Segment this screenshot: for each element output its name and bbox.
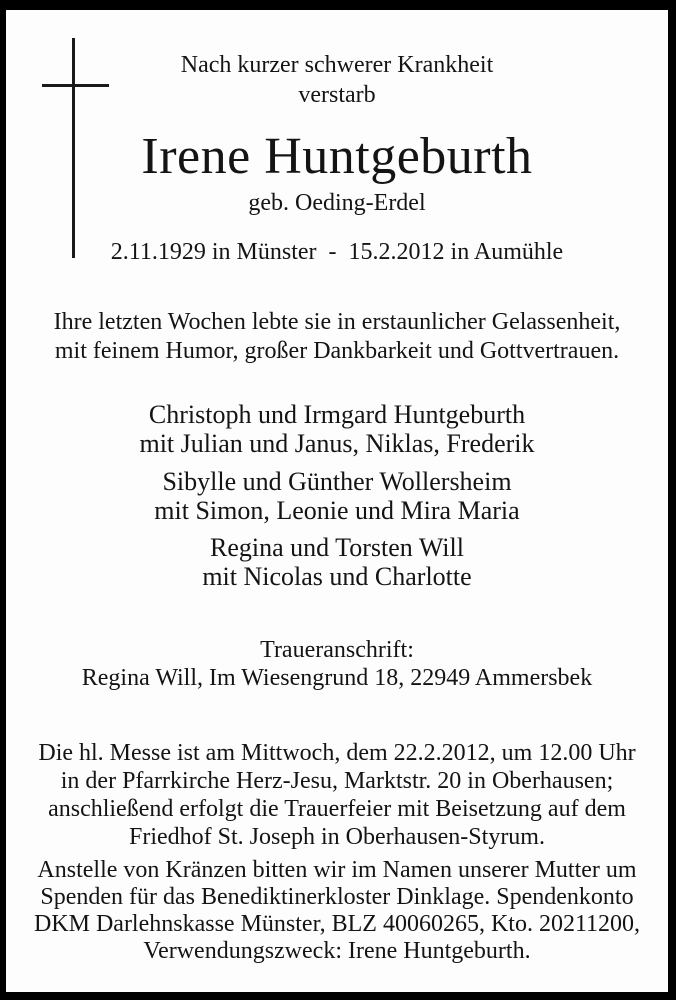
deceased-name: Irene Huntgeburth [141,128,533,185]
mourning-address-value: Regina Will, Im Wiesengrund 18, 22949 Ammersbek [81,665,593,691]
obituary-page [6,10,668,992]
tribute-line-2: mit feinem Humor, großer Dankbarkeit und Gottvertrauen. [54,338,620,364]
donation-paragraph [6,857,668,965]
mourner-group-2 [6,467,668,525]
mourner-group-1 [6,400,668,458]
mourner-names: Sibylle und Günther Wollersheim [162,467,512,496]
donation-line-4: Verwendungszweck: Irene Huntgeburth. [143,938,531,964]
maiden-name: geb. Oeding-Erdel [248,190,426,216]
mourning-address-label: Traueranschrift: [260,637,414,663]
mourner-names: Regina und Torsten Will [210,533,464,562]
service-line-3: anschließend erfolgt die Trauerfeier mit Beisetzung auf dem [48,796,626,822]
mourner-children: mit Simon, Leonie und Mira Maria [154,496,520,525]
mourner-children: mit Nicolas und Charlotte [202,562,472,591]
mourner-group-3 [6,533,668,591]
service-line-2: in der Pfarrkirche Herz-Jesu, Marktstr. 20 in Oberhausen; [60,768,614,794]
service-line-4: Friedhof St. Joseph in Oberhausen-Styrum. [129,824,545,850]
donation-line-2: Spenden für das Benediktinerkloster Dinklage. Spendenkonto [40,884,634,910]
intro-line-2: verstarb [298,82,376,108]
mourner-names: Christoph und Irmgard Huntgeburth [148,400,526,429]
tribute-paragraph [6,308,668,366]
donation-line-3: DKM Darlehnskasse Münster, BLZ 40060265, Kto. 20211200, [33,911,641,937]
service-line-1: Die hl. Messe ist am Mittwoch, dem 22.2.2012, um 12.00 Uhr [38,740,636,766]
life-dates: 2.11.1929 in Münster - 15.2.2012 in Aumühle [110,239,564,265]
service-paragraph [6,739,668,851]
tribute-line-1: Ihre letzten Wochen lebte sie in erstaunlicher Gelassenheit, [53,309,621,335]
donation-line-1: Anstelle von Kränzen bitten wir im Namen unserer Mutter um [37,857,637,883]
mourning-address-block [6,636,668,692]
intro-line-1: Nach kurzer schwerer Krankheit [180,52,494,78]
mourner-children: mit Julian und Janus, Niklas, Frederik [139,429,535,458]
